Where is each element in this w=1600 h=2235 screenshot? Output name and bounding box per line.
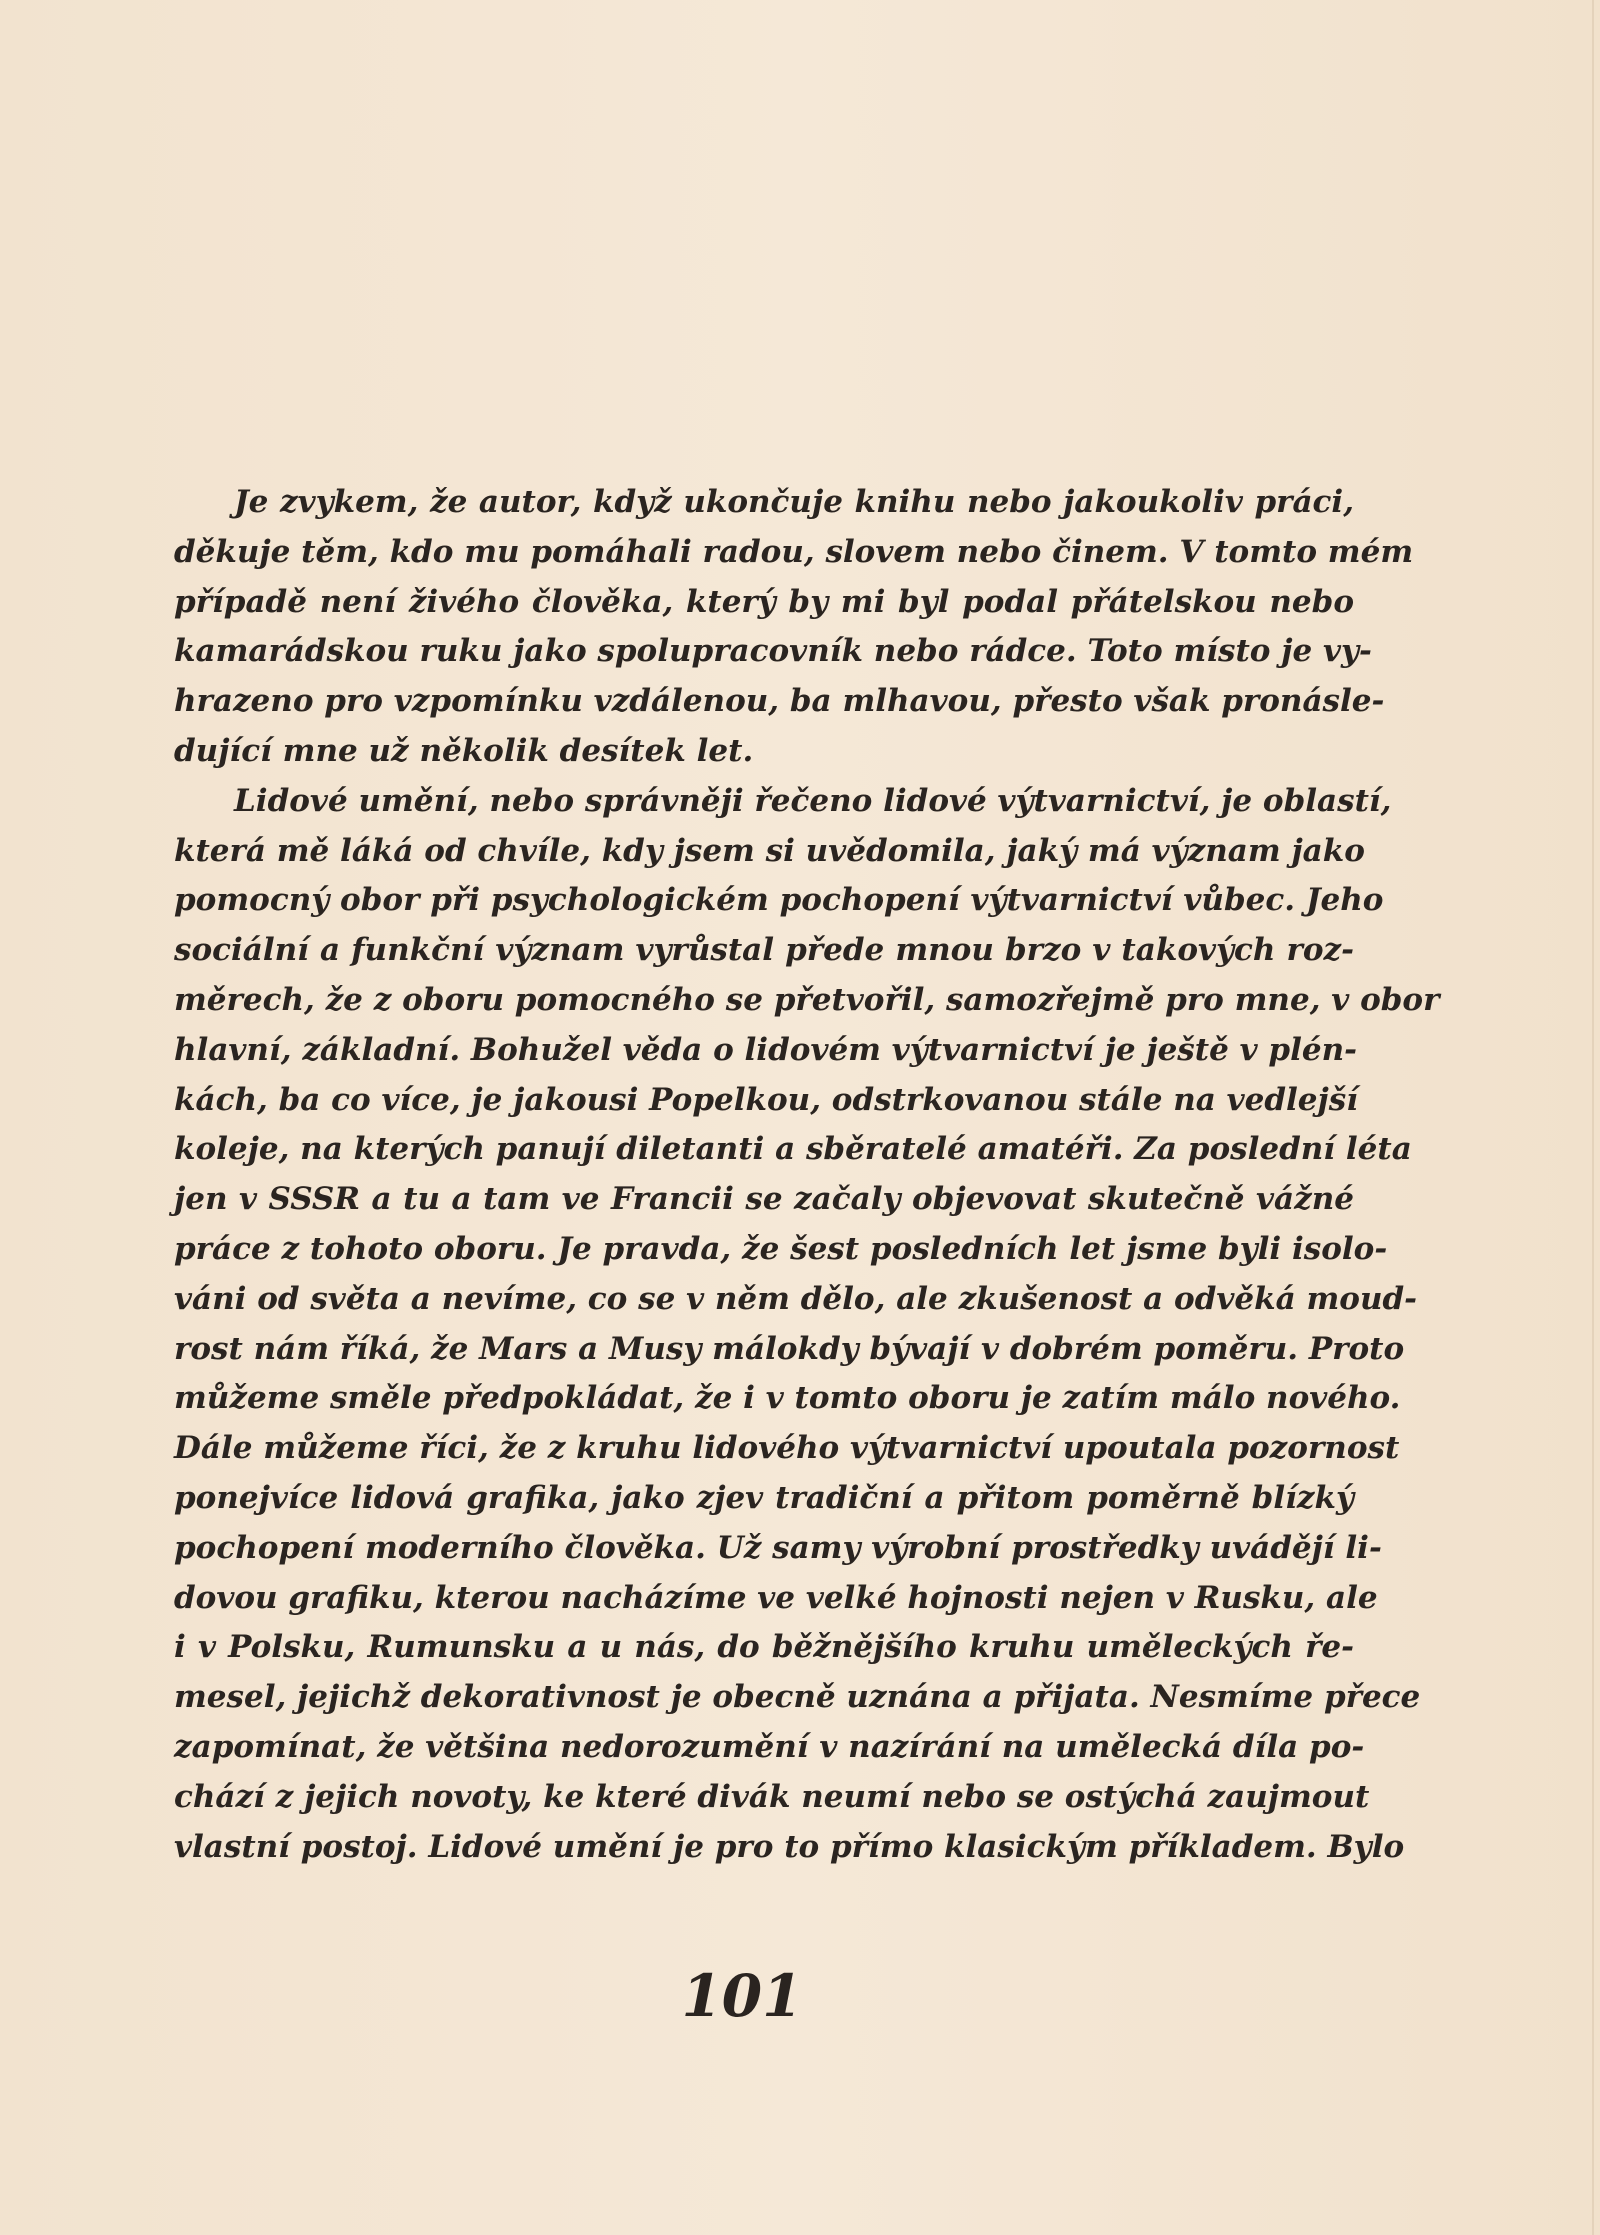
text-line: vlastní postoj. Lidové umění je pro to přímo klasickým příkladem. Bylo [174, 1828, 1405, 1865]
text-line: děkuje těm, kdo mu pomáhali radou, slovem nebo činem. V tomto mém [174, 533, 1414, 570]
text-line: pomocný obor při psychologickém pochopení výtvarnictví vůbec. Jeho [174, 882, 1384, 919]
text-line: práce z tohoto oboru. Je pravda, že šest posledních let jsme byli isolo- [174, 1230, 1388, 1267]
text-line: chází z jejich novoty, ke které divák neumí nebo se ostýchá zaujmout [174, 1778, 1370, 1815]
text-line: která mě láká od chvíle, kdy jsem si uvědomila, jaký má význam jako [174, 832, 1365, 869]
text-line: můžeme směle předpokládat, že i v tomto oboru je zatím málo nového. [174, 1380, 1401, 1417]
text-line: hrazeno pro vzpomínku vzdálenou, ba mlhavou, přesto však pronásle- [174, 683, 1385, 720]
text-line: ponejvíce lidová grafika, jako zjev tradiční a přitom poměrně blízký [174, 1479, 1354, 1516]
text-line: váni od světa a nevíme, co se v něm dělo, ale zkušenost a odvěká moud- [174, 1280, 1418, 1317]
text-line: jen v SSSR a tu a tam ve Francii se začaly objevovat skutečně vážné [174, 1181, 1354, 1218]
text-line: zapomínat, že většina nedorozumění v nazírání na umělecká díla po- [174, 1728, 1365, 1765]
text-line: i v Polsku, Rumunsku a u nás, do běžnějšího kruhu uměleckých ře- [174, 1629, 1354, 1666]
text-line: kamarádskou ruku jako spolupracovník nebo rádce. Toto místo je vy- [174, 633, 1372, 670]
text-line: kách, ba co více, je jakousi Popelkou, odstrkovanou stále na vedlejší [174, 1081, 1358, 1118]
page-number: 101 [681, 1962, 803, 2030]
text-line: dující mne už několik desítek let. [174, 732, 754, 769]
text-line: rost nám říká, že Mars a Musy málokdy bývají v dobrém poměru. Proto [174, 1330, 1405, 1367]
text-line: mesel, jejichž dekorativnost je obecně uznána a přijata. Nesmíme přece [174, 1679, 1421, 1716]
text-line: hlavní, základní. Bohužel věda o lidovém výtvarnictví je ještě v plén- [174, 1031, 1357, 1068]
text-line: Je zvykem, že autor, když ukončuje knihu nebo jakoukoliv práci, [234, 484, 1354, 520]
text-line: Dále můžeme říci, že z kruhu lidového výtvarnictví upoutala pozornost [174, 1430, 1400, 1467]
text-line: měrech, že z oboru pomocného se přetvořil, samozřejmě pro mne, v obor [174, 981, 1440, 1018]
text-line: koleje, na kterých panují diletanti a sběratelé amatéři. Za poslední léta [174, 1131, 1412, 1168]
body-text [174, 478, 1440, 1872]
text-line: případě není živého člověka, který by mi byl podal přátelskou nebo [174, 583, 1354, 620]
text-line: dovou grafiku, kterou nacházíme ve velké hojnosti nejen v Rusku, ale [174, 1579, 1378, 1616]
page-edge [1592, 0, 1594, 2235]
text-line: Lidové umění, nebo správněji řečeno lidové výtvarnictví, je oblastí, [234, 782, 1392, 819]
text-line: sociální a funkční význam vyrůstal přede mnou brzo v takových roz- [174, 932, 1354, 969]
text-line: pochopení moderního člověka. Už samy výrobní prostředky uvádějí li- [174, 1529, 1382, 1566]
